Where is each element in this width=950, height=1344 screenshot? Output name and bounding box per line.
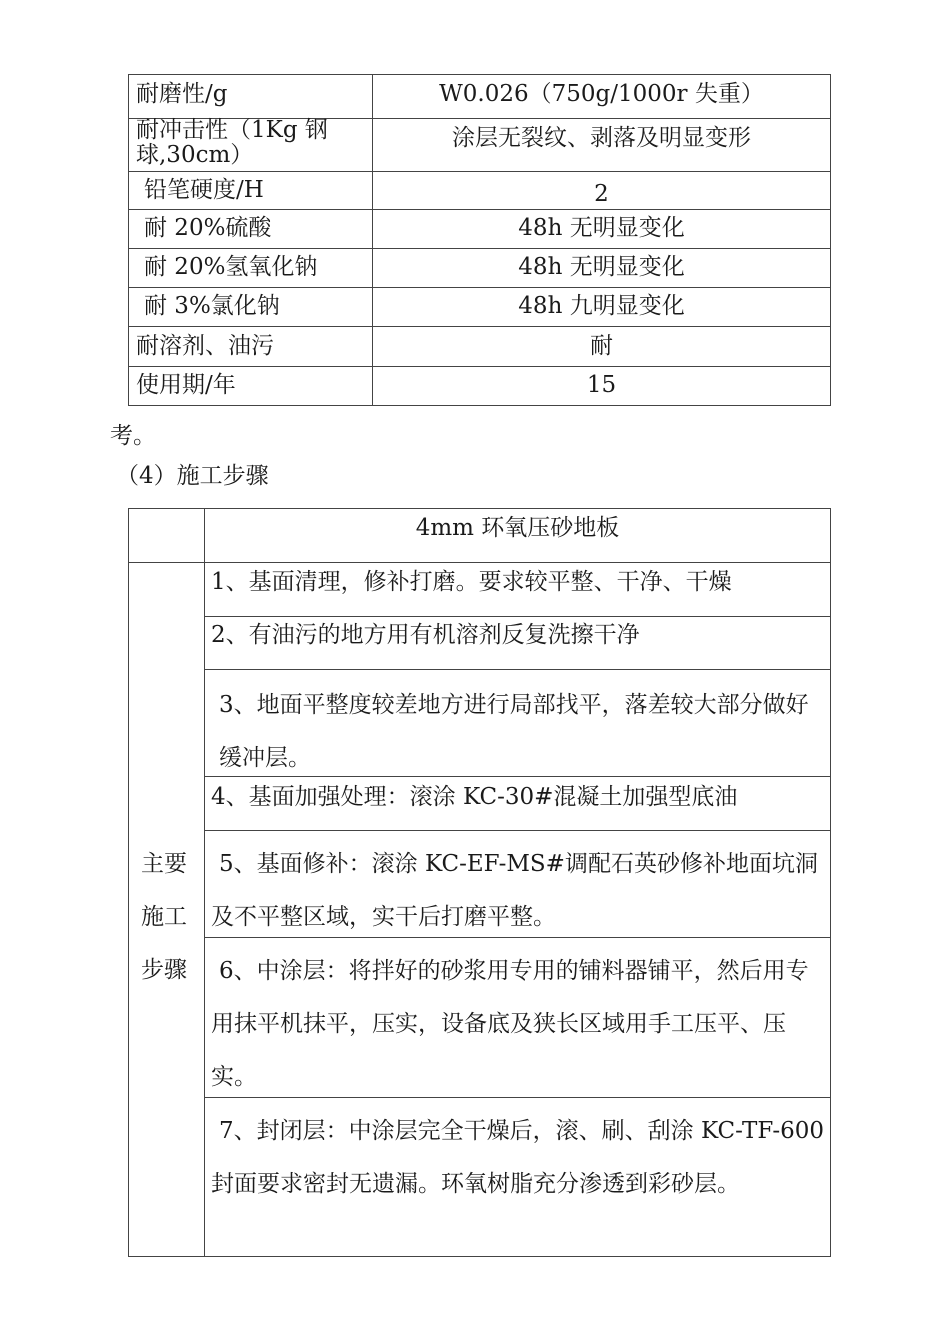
note-text: 考。 (110, 423, 156, 449)
property-value: 15 (586, 372, 617, 398)
property-value: 耐 (590, 333, 613, 359)
property-value: W0.026（750g/1000r 失重） (439, 81, 764, 107)
step-item: 7、封闭层：中涂层完全干燥后，滚、刷、刮涂 KC-TF-600 封面要求密封无遗漏。环氧树脂充分渗透到彩砂层。 (211, 1118, 824, 1197)
step-item: 2、有油污的地方用有机溶剂反复洗擦干净 (211, 622, 640, 648)
step-item: 6、中涂层：将拌好的砂浆用专用的铺料器铺平，然后用专用抹平机抹平，压实，设备底及狭长区域用手工压平、压实。 (211, 958, 809, 1090)
step-item: 1、基面清理，修补打磨。要求较平整、干净、干燥 (211, 569, 732, 595)
property-value: 2 (594, 181, 609, 207)
property-value: 48h 九明显变化 (518, 293, 685, 319)
step-item: 3、地面平整度较差地方进行局部找平，落差较大部分做好缓冲层。 (219, 692, 809, 771)
property-label: 耐 3%氯化钠 (144, 293, 280, 319)
property-label: 使用期/年 (136, 372, 236, 398)
step-item: 5、基面修补：滚涂 KC-EF-MS#调配石英砂修补地面坑洞及不平整区域，实干后打磨平整。 (211, 851, 818, 930)
property-label: 耐 20%硫酸 (144, 215, 272, 241)
property-label: 耐冲击性（1Kg 钢球,30cm） (136, 117, 328, 168)
side-label-line: 主要 (141, 851, 187, 877)
side-label-line: 施工 (141, 904, 187, 930)
property-value: 48h 无明显变化 (518, 254, 685, 280)
property-label: 耐 20%氢氧化钠 (144, 254, 318, 280)
side-label-line: 步骤 (141, 957, 187, 983)
property-value: 涂层无裂纹、剥落及明显变形 (452, 125, 751, 151)
property-label: 铅笔硬度/H (144, 177, 264, 203)
property-label: 耐溶剂、油污 (136, 333, 274, 359)
steps-table-title: 4mm 环氧压砂地板 (415, 515, 620, 541)
property-label: 耐磨性/g (136, 81, 228, 107)
step-item: 4、基面加强处理：滚涂 KC-30#混凝土加强型底油 (211, 784, 738, 810)
property-value: 48h 无明显变化 (518, 215, 685, 241)
section-heading: （4）施工步骤 (116, 463, 269, 489)
